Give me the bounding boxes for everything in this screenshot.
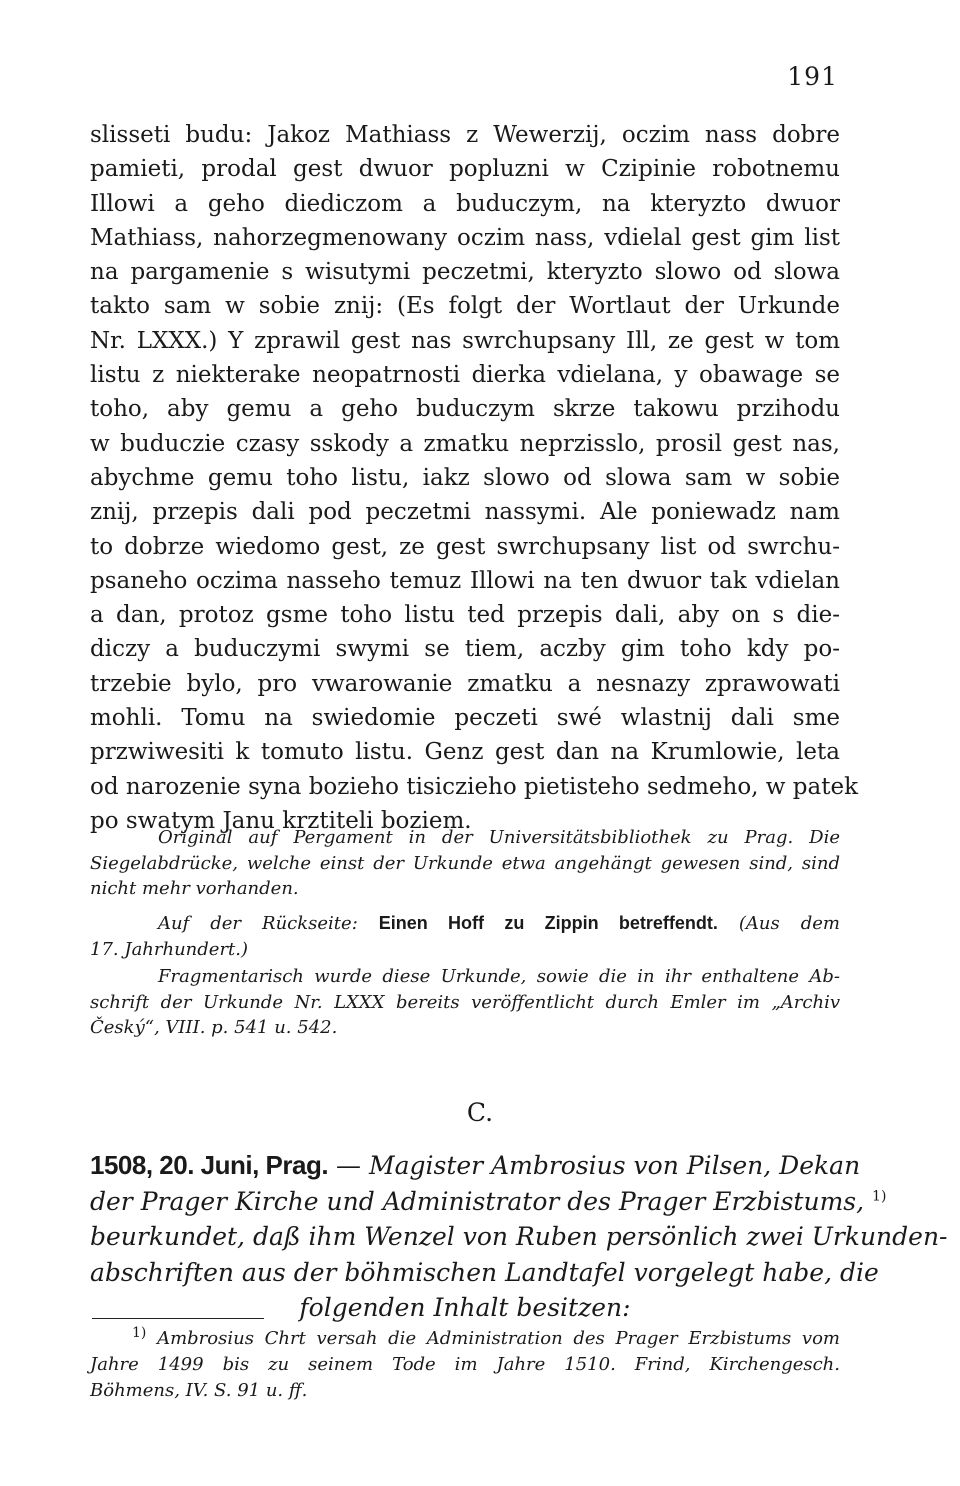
text-line: w buduczie czasy sskody a zmatku neprzisslo, prosil gest nas, xyxy=(90,430,840,457)
note-fragment xyxy=(90,964,840,1041)
note-original xyxy=(90,825,840,902)
note-line xyxy=(90,911,840,937)
note-line: schrift der Urkunde Nr. LXXX bereits veröffentlicht durch Emler im „Archiv xyxy=(90,991,840,1013)
text-line: listu z niekterake neopatrnosti dierka vdielana, y obawage se xyxy=(90,362,840,389)
page-number: 191 xyxy=(787,62,838,91)
text-line: przwiwesiti k tomuto listu. Genz gest dan na Krumlowie, leta xyxy=(90,739,840,766)
footnote xyxy=(90,1326,840,1404)
text-line: to dobrze wiedomo gest, ze gest swrchupsany list od swrchu- xyxy=(90,533,840,560)
text-line: takto sam w sobie znij: (Es folgt der Wortlaut der Urkunde xyxy=(90,293,840,320)
note-line: Fragmentarisch wurde diese Urkunde, sowie die in ihr enthaltene Ab- xyxy=(158,966,840,987)
text-line: pamieti, prodal gest dwuor popluzni w Czipinie robotnemu xyxy=(90,156,840,183)
footnote-mark: 1) xyxy=(132,1325,147,1341)
reverse-label: Auf der Rückseite: xyxy=(158,913,358,934)
reverse-inscription: Einen Hoff zu Zippin betreffendt. xyxy=(378,913,718,933)
footnote-line: $^{1)}$ Ambrosius Chrt versah die Administration des Prager Erzbistums vom xyxy=(132,1325,840,1349)
regest xyxy=(90,1148,948,1326)
text-line: na pargamenie s wisutymi peczetmi, kteryzto slowo od slowa xyxy=(90,259,840,286)
text-line: Illowi a geho diediczom a buduczym, na kteryzto dwuor xyxy=(90,190,840,217)
note-line: nicht mehr vorhanden. xyxy=(90,878,299,899)
text-line: po swatym Janu krztiteli boziem. xyxy=(90,807,472,834)
note-reverse-side xyxy=(90,911,840,962)
text-line: abychme gemu toho listu, iakz slowo od slowa sam w sobie xyxy=(90,464,840,491)
note-line: Original auf Pergament in der Universitätsbibliothek zu Prag. Die xyxy=(158,827,840,848)
text-line: znij, przepis dali pod peczetmi nassymi. Ale poniewadz nam xyxy=(90,499,840,526)
note-line: Český“, VIII. p. 541 u. 542. xyxy=(90,1017,338,1038)
regest-line xyxy=(90,1148,861,1184)
regest-date: 1508, 20. Juni, Prag. xyxy=(90,1150,329,1180)
regest-line: beurkundet, daß ihm Wenzel von Ruben persönlich zwei Urkunden- xyxy=(90,1222,948,1251)
regest-text: der Prager Kirche und Administrator des Prager Erzbistums, xyxy=(90,1186,865,1216)
text-line: slisseti budu: Jakoz Mathiass z Wewerzij, oczim nass dobre xyxy=(90,122,840,148)
footnote-reference: 1) xyxy=(872,1188,887,1205)
regest-line xyxy=(90,1184,887,1220)
footnote-divider xyxy=(92,1318,264,1319)
reverse-source: (Aus dem xyxy=(738,913,840,934)
text-line: od narozenie syna bozieho tisiczieho pietisteho sedmeho, w patek xyxy=(90,773,859,800)
note-line: Siegelabdrücke, welche einst der Urkunde etwa angehängt gewesen sind, sind xyxy=(90,852,840,874)
footnote-line: Böhmens, IV. S. 91 u. ff. xyxy=(90,1380,308,1401)
charter-text xyxy=(90,118,859,838)
text-line: Nr. LXXX.) Y zprawil gest nas swrchupsany Ill, ze gest w tom xyxy=(90,327,840,354)
text-line: psaneho oczima nasseho temuz Illowi na ten dwuor tak vdielan xyxy=(90,567,840,594)
text-line: mohli. Tomu na swiedomie peczeti swé wlastnij dali sme xyxy=(90,705,840,732)
text-line: diczy a buduczymi swymi se tiem, aczby gim toho kdy po- xyxy=(90,636,840,663)
note-line: 17. Jahrhundert.) xyxy=(90,938,249,960)
text-line: toho, aby gemu a geho buduczym skrze takowu przihodu xyxy=(90,396,840,423)
regest-line: abschriften aus der böhmischen Landtafel vorgelegt habe, die xyxy=(90,1257,879,1287)
regest-text: Magister Ambrosius von Pilsen, Dekan xyxy=(368,1151,861,1180)
text-line: trzebie bylo, pro vwarowanie zmatku a nesnazy zprawowati xyxy=(90,670,840,697)
footnote-line: Jahre 1499 bis zu seinem Tode im Jahre 1510. Frind, Kirchengesch. xyxy=(90,1354,840,1375)
text-line: a dan, protoz gsme toho listu ted przepis dali, aby on s die- xyxy=(90,602,840,629)
section-heading: C. xyxy=(466,1098,494,1127)
text-line: Mathiass, nahorzegmenowany oczim nass, vdielal gest gim list xyxy=(90,224,840,251)
regest-line: folgenden Inhalt besitzen: xyxy=(299,1293,631,1322)
regest-dash: — xyxy=(328,1151,369,1180)
